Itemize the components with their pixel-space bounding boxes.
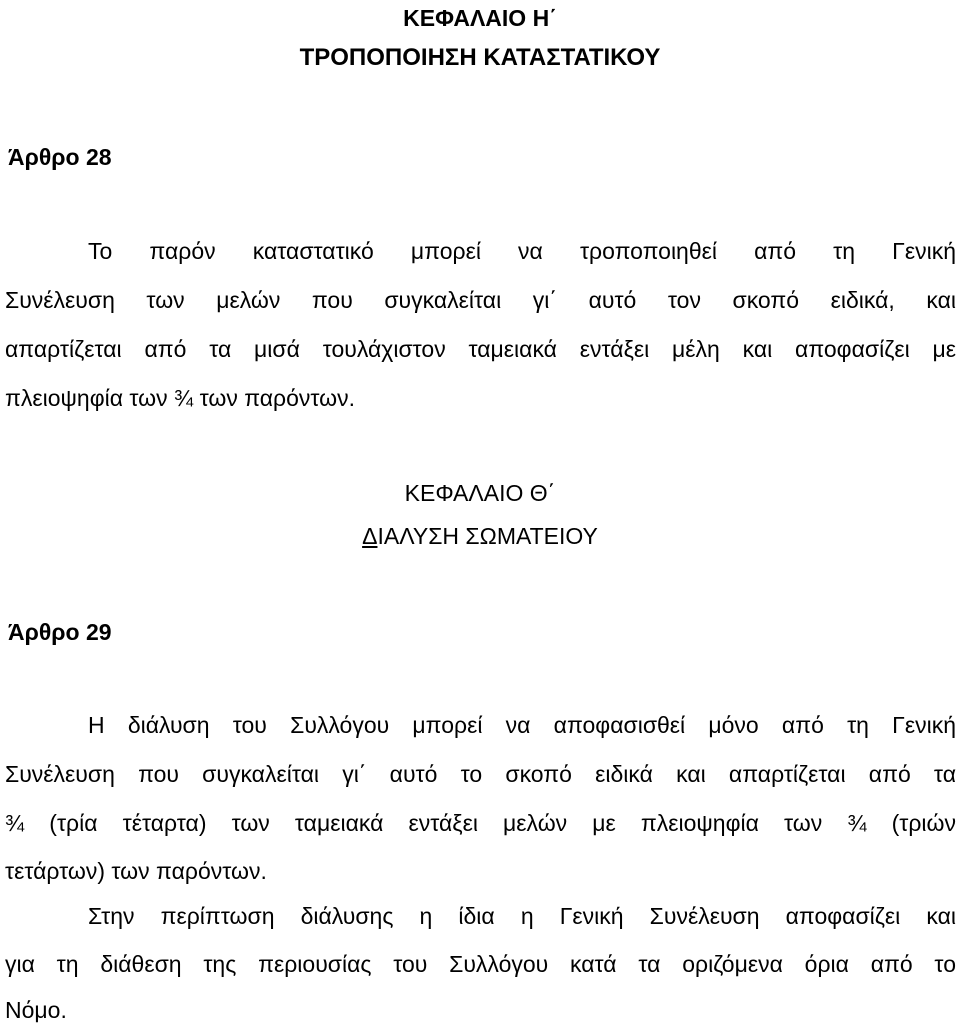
article-28-line-3: απαρτίζεται από τα μισά τουλάχιστον ταμειακά εντάξει μέλη και αποφασίζει με <box>5 336 956 362</box>
article-28-heading: Άρθρο 28 <box>8 144 112 170</box>
article-29-line-5: Στην περίπτωση διάλυσης η ίδια η Γενική Συνέλευση αποφασίζει και <box>88 903 956 929</box>
chapter-th-title-rest: ΙΑΛΥΣΗ ΣΩΜΑΤΕΙΟΥ <box>377 523 598 549</box>
article-28-line-2: Συνέλευση των μελών που συγκαλείται γι΄ αυτό τον σκοπό ειδικά, και <box>5 287 956 313</box>
article-29-heading: Άρθρο 29 <box>8 619 112 645</box>
chapter-th-heading: ΚΕΦΑΛΑΙΟ Θ΄ <box>404 480 556 506</box>
article-29-line-4: τετάρτων) των παρόντων. <box>5 858 267 884</box>
article-29-line-7: Νόμο. <box>5 997 67 1023</box>
article-28-line-4: πλειοψηφία των ¾ των παρόντων. <box>5 385 356 411</box>
chapter-h-heading: ΚΕΦΑΛΑΙΟ Η΄ <box>403 5 557 31</box>
chapter-h-title: ΤΡΟΠΟΠΟΙΗΣΗ ΚΑΤΑΣΤΑΤΙΚΟΥ <box>299 44 661 71</box>
article-29-line-3: ¾ (τρία τέταρτα) των ταμειακά εντάξει μελών με πλειοψηφία των ¾ (τριών <box>5 810 956 836</box>
chapter-th-title <box>0 512 960 560</box>
chapter-th-title-initial: Δ <box>362 523 378 549</box>
article-28-line-1: Το παρόν καταστατικό μπορεί να τροποποιηθεί από τη Γενική <box>88 238 956 264</box>
article-29-line-2: Συνέλευση που συγκαλείται γι΄ αυτό το σκοπό ειδικά και απαρτίζεται από τα <box>5 761 956 787</box>
article-29-line-1: Η διάλυση του Συλλόγου μπορεί να αποφασισθεί μόνο από τη Γενική <box>88 712 956 738</box>
article-29-line-6: για τη διάθεση της περιουσίας του Συλλόγου κατά τα οριζόμενα όρια από το <box>5 951 956 977</box>
